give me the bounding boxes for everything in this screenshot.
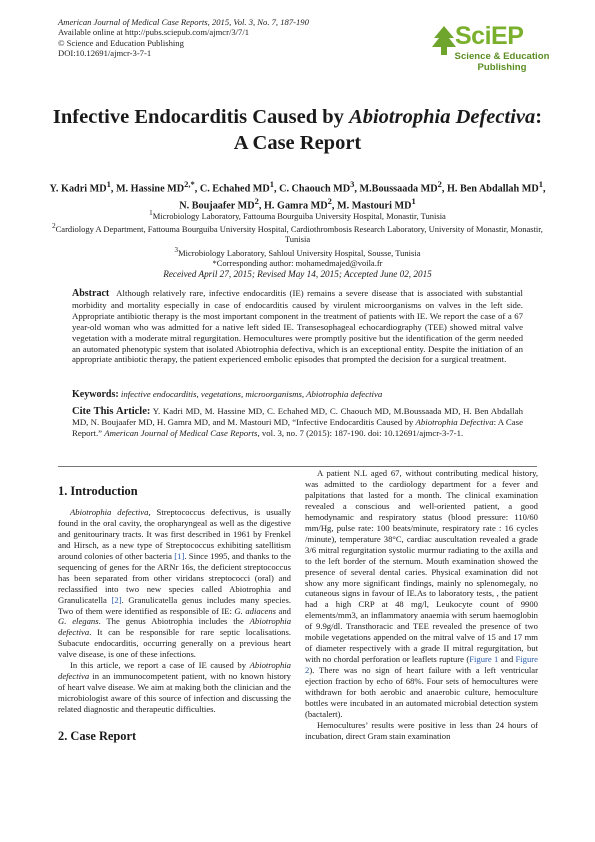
journal-citation: American Journal of Medical Case Reports, 2015, Vol. 3, No. 7, 187-190 [58, 17, 309, 27]
ref-link-2[interactable]: [2] [111, 594, 122, 605]
journal-header [58, 17, 309, 59]
corresponding-author: *Corresponding author: mohamedmajed@voila.fr [212, 258, 383, 269]
intro-paragraph-1: Abiotrophia defectiva, Streptococcus defectivus, is usually found in the oral cavity, the oropharyngeal as well as the digestive and genitourinary tracts. It was first described in 1961 by Frenkel and Hirsch, as a new type of Streptococcus exhibiting satellitism around colonies of other bacteria [1]. Since 1995, and thanks to the sequencing of genes for the ARNr 16s, the deficient streptococcus has been separated from other viridans streptococci (oral) and reclassified into two new species called Abiotrophia and Granulicatella [2]. Granulicatella genus includes many species. Two of them were identified as responsible of IE: G. adiacens and G. elegans. The genus Abiotrophia includes the Abiotrophia defectiva. It can be responsible for rare septic localisations. Subacute endocarditis, occurring generally on a previous heart valve disease, is one of these infections. [58, 506, 292, 660]
article-dates: Received April 27, 2015; Revised May 14, 2015; Accepted June 02, 2015 [163, 269, 432, 279]
figure-1-link[interactable]: Figure 1 [469, 654, 499, 665]
sciep-logo [430, 20, 554, 80]
article-title: Infective Endocarditis Caused by Abiotrophia Defectiva: A Case Report [52, 106, 543, 154]
introduction-heading: 1. Introduction [58, 484, 138, 498]
right-column [305, 468, 538, 742]
affiliations: $^1$Microbiology Laboratory, Fattouma Bourguiba University Hospital, Monastir, Tunisia $^2$Cardiology A Department, Fattouma Bourguiba University Hospital, Cardiothrombosis Research Laboratory, University of Monastir, Monastir, Tunisia $^3$Microbiology Laboratory, Sahloul University Hospital, Sousse, Tunisia *Corresponding author: mohamedmajed@voila.fr [50, 208, 545, 269]
author-list: Y. Kadri $MD^1$, M. Hassine $MD^{2,*}$, C. Echahed $MD^1$, C. Chaouch $MD^3$, M.Boussaada $MD^2$, H. Ben Abdallah $MD^1$, N. Boujaafer $MD^2$, H. Gamra $MD^2$, M. Mastouri $MD^1$ [49, 179, 546, 212]
case-paragraph-1: A patient N.L aged 67, without contributing medical history, was admitted to the cardiology department for a fever and palpitations that lasted for a month. The clinical examination revealed a conscious and well-oriented patient, a good hemodynamic and respiratory status (blood pressure: 110/60 mm/Hg, pulse rate: 100 beats/minute, respiratory rate : 16 cycles /minute), temperature 38°C, cardiac auscultation revealed a grade 3/6 mitral regurgitation systolic murmur radiating to the axilla and to the left border of the sternum. Mouth examination showed the presence of several dental caries. Physical examination did not show any more significant findings, mainly no splenomegaly, no cutaneous signs in favour of IE.As to laboratory tests, , the patient had a high CRP at 48 mg/l, Leukocyte count of 9900 elements/mm3, an inflammatory anaemia with serum haemoglobin of 9.9g/dl. Transthoracic and TEE revealed the presence of two mobile vegetations appended on the mitral valve of 15 and 17 mm of diameter respectively with a grade II mitral regurgitation, but with no chordal perforation or leaflets rupture (Figure 1 and Figure 2). There was no sign of heart failure with a left ventricular ejection fraction by echo of 68%. Four sets of hemocultures were withdrawn for both aerobic and anaerobic culture, hemoculture bottles were incubated in an automated microbial detection system (bactalert). [305, 468, 538, 719]
abstract-label: Abstract [72, 288, 110, 299]
logo-brand: SciEP [455, 22, 524, 50]
logo-subtitle: Science & Education Publishing [454, 51, 550, 73]
intro-paragraph-2: In this article, we report a case of IE caused by Abiotrophia defectiva in an immunocompetent patient, with no known history of heart valve disease. We aim at making both the clinician and the microbiologist aware of this source of infection and discussing the related diagnostic and therapeutic difficulties. [58, 660, 291, 715]
figure-2-link[interactable]: Figure 2 [305, 654, 538, 676]
available-online[interactable]: Available online at http://pubs.sciepub.com/ajmcr/3/7/1 [58, 27, 250, 38]
case-paragraph-2: Hemocultures’ results were positive in less than 24 hours of incubation, direct Gram stain examination [305, 719, 538, 741]
left-column [58, 472, 291, 752]
case-report-heading: 2. Case Report [58, 729, 137, 744]
cite-this-article: Cite This Article: Y. Kadri MD, M. Hassine MD, C. Echahed MD, C. Chaouch MD, M.Boussaada MD, H. Ben Abdallah MD, N. Boujaafer MD, H. Gamra MD, and M. Mastouri MD, “Infective Endocarditis Caused by Abiotrophia Defectiva: A Case Report.” American Journal of Medical Case Reports, vol. 3, no. 7 (2015): 187-190. doi: 10.12691/ajmcr-3-7-1. [72, 406, 523, 438]
publisher-copyright: © Science and Education Publishing [58, 37, 184, 48]
abstract-text: Although relatively rare, infective endocarditis (IE) remains a severe disease that is associated with substantial morbidity and mortality especially in case of endocarditis caused by virulent microorganisms on valves in the left side. Appropriate antibiotic therapy is the most important component in the treatment of patients with IE. We report the case of a 67 year-old woman who was admitted for a native left sided IE. Transesophageal echocardiography (TEE) showed mitral valve vegetation with a moderate mitral regurgitation. Hemocultures were promptly positive but the identification of the germ needed an automated phenotypic system that isolated Abiotrophia defectiva, which is an exceptional entity. Despite the initiation of an appropriate antibiotic therapy, the patient experienced embolic episodes that prompted the decision for a surgical treatment. [72, 288, 523, 365]
doi[interactable]: DOI:10.12691/ajmcr-3-7-1 [58, 48, 152, 59]
abstract [72, 288, 523, 365]
ref-link-1[interactable]: [1] [174, 550, 185, 561]
section-divider [58, 466, 537, 467]
keywords: Keywords: infective endocarditis, vegetations, microorganisms, Abiotrophia defectiva [72, 389, 383, 400]
